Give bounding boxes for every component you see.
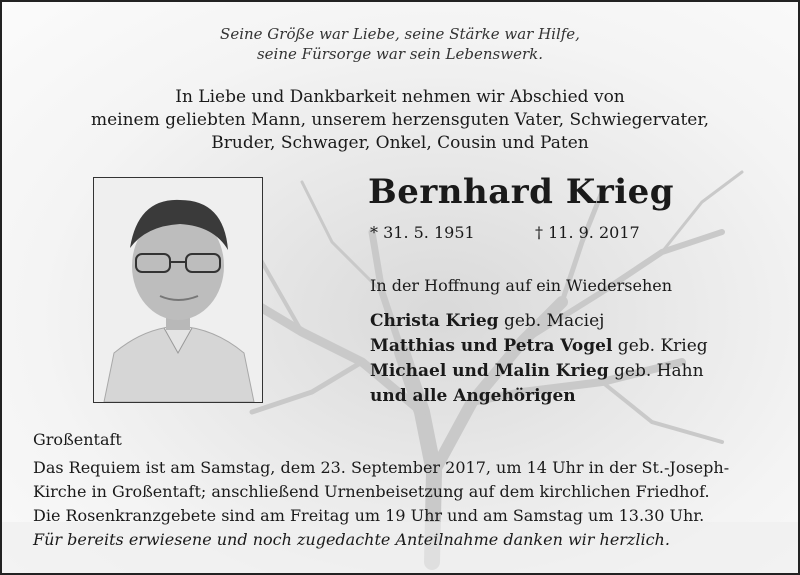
motto bbox=[2, 24, 798, 64]
birth-date: * 31. 5. 1951 bbox=[370, 223, 475, 242]
intro-line-2: meinem geliebten Mann, unserem herzensguten Vater, Schwiegervater, bbox=[90, 110, 710, 130]
family-maiden-name: geb. Maciej bbox=[498, 311, 605, 331]
death-date: † 11. 9. 2017 bbox=[535, 223, 640, 242]
intro-line-3: Bruder, Schwager, Onkel, Cousin und Paten bbox=[211, 133, 589, 153]
portrait-photo bbox=[93, 177, 263, 403]
place-name: Großentaft bbox=[33, 430, 122, 449]
intro-line-1: In Liebe und Dankbarkeit nehmen wir Abschied von bbox=[175, 87, 625, 107]
motto-line-2: seine Fürsorge war sein Lebenswerk. bbox=[256, 45, 543, 63]
requiem-line-3: Die Rosenkranzgebete sind am Freitag um 19 Uhr und am Samstag um 13.30 Uhr. bbox=[33, 506, 705, 525]
motto-line-1: Seine Größe war Liebe, seine Stärke war Hilfe, bbox=[220, 25, 580, 43]
requiem-line-2: Kirche in Großentaft; anschließend Urnenbeisetzung auf dem kirchlichen Friedhof. bbox=[33, 482, 710, 501]
family-maiden-name: geb. Krieg bbox=[612, 336, 708, 356]
deceased-name: Bernhard Krieg bbox=[368, 172, 675, 212]
family-entry bbox=[370, 334, 708, 359]
family-maiden-name: geb. Hahn bbox=[608, 361, 704, 381]
thanks-line: Für bereits erwiesene und noch zugedachte Anteilnahme danken wir herzlich. bbox=[33, 530, 670, 549]
requiem-info bbox=[33, 456, 773, 528]
portrait-illustration bbox=[94, 178, 262, 402]
family-entry bbox=[370, 384, 708, 409]
family-name: und alle Angehörigen bbox=[370, 386, 576, 406]
intro-text bbox=[2, 86, 798, 155]
family-entry bbox=[370, 309, 708, 334]
hope-line: In der Hoffnung auf ein Wiedersehen bbox=[370, 276, 673, 295]
family-entry bbox=[370, 359, 708, 384]
family-list bbox=[370, 309, 708, 409]
requiem-line-1: Das Requiem ist am Samstag, dem 23. September 2017, um 14 Uhr in der St.-Joseph- bbox=[33, 458, 730, 477]
family-name: Matthias und Petra Vogel bbox=[370, 336, 613, 356]
family-name: Michael und Malin Krieg bbox=[370, 361, 609, 381]
family-name: Christa Krieg bbox=[370, 311, 499, 331]
